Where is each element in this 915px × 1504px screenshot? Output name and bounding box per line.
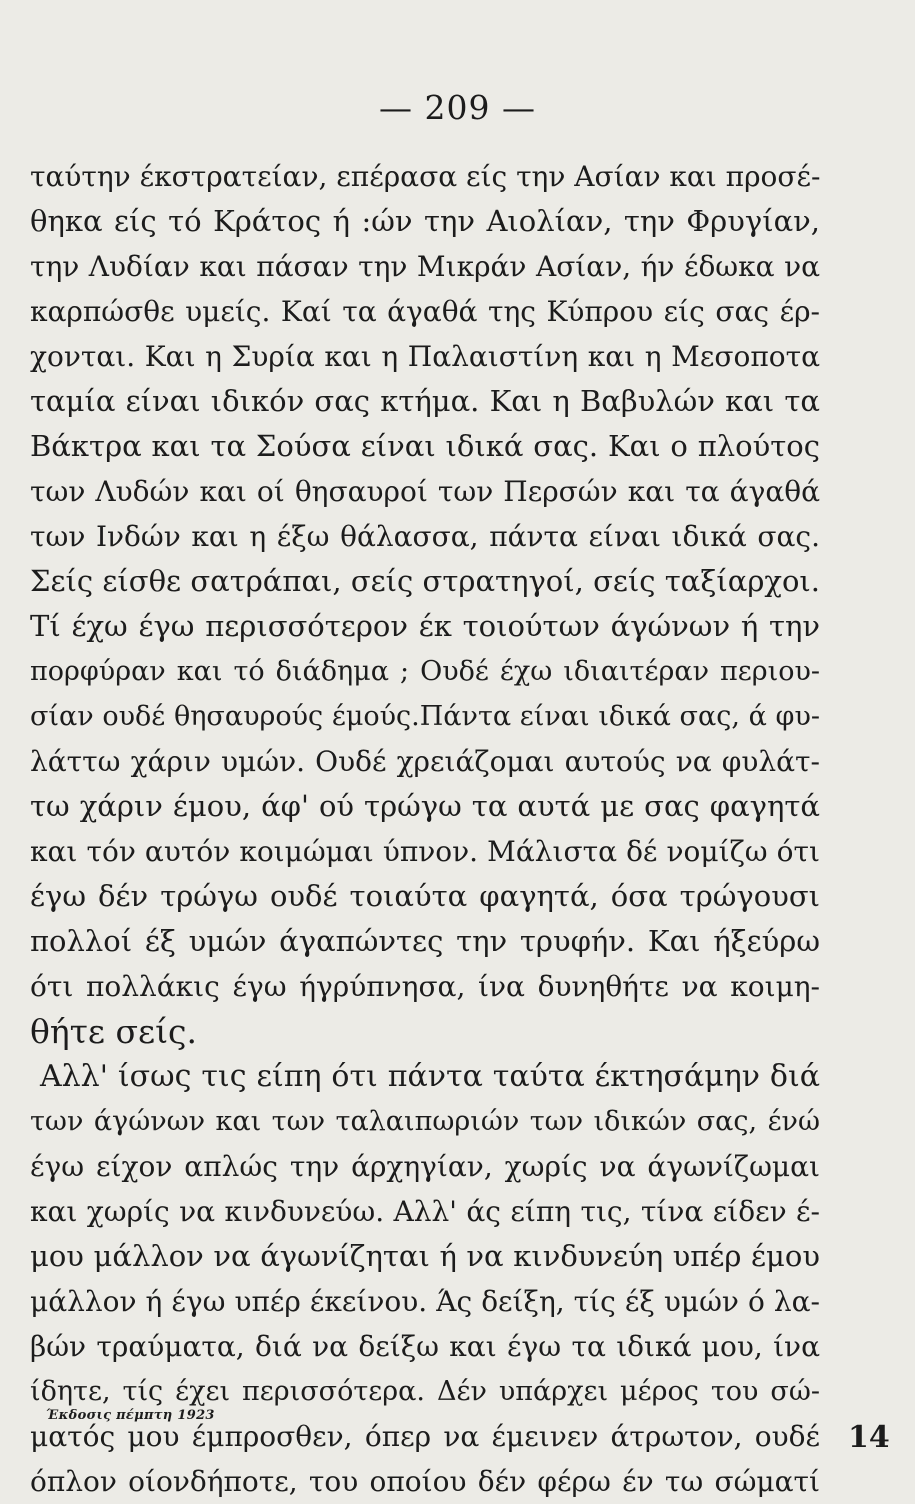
signature-mark: 14 [848,1420,890,1455]
text-line: μου μάλλον να άγωνίζηται ή να κινδυνεύη υπέρ έμου [30,1239,820,1273]
text-line: όπλον οίονδήποτε, του οποίου δέν φέρω έν τω σώματί [30,1465,820,1498]
page-number: — 209 — [379,88,536,127]
text-line: την Λυδίαν και πάσαν την Μικράν Ασίαν, ήν έδωκα να [30,250,820,283]
text-line: καρπώσθε υμείς. Καί τα άγαθά της Κύπρου είς σας έρ- [30,295,820,328]
text-line: πορφύραν και τό διάδημα ; Ουδέ έχω ιδιαιτέραν περιου- [30,656,820,687]
text-line: ματός μου έμπροσθεν, όπερ να έμεινεν άτρωτον, ουδέ [30,1420,820,1453]
edition-note: Έκδοσις πέμπτη 1923 [46,1408,215,1423]
text-line: Αλλ' ίσως τις είπη ότι πάντα ταύτα έκτησάμην διά [40,1059,820,1094]
text-line: χονται. Και η Συρία και η Παλαιστίνη και η Μεσοποτα [30,340,820,373]
text-line: λάττω χάριν υμών. Ουδέ χρειάζομαι αυτούς να φυλάτ- [30,745,820,778]
text-line: έγω δέν τρώγω ουδέ τοιαύτα φαγητά, όσα τρώγουσι [30,879,820,913]
text-line: μάλλον ή έγω υπέρ έκείνου. Άς δείξη, τίς έξ υμών ό λα- [30,1285,820,1318]
text-line-paragraph-end: θήτε σείς. [30,1012,198,1051]
text-line: έγω είχον απλώς την άρχηγίαν, χωρίς να άγωνίζωμαι [30,1150,820,1183]
text-line: των άγώνων και των ταλαιπωριών των ιδικών σας, ένώ [30,1106,820,1137]
text-line: Σείς είσθε σατράπαι, σείς στρατηγοί, σείς ταξίαρχοι. [30,564,820,598]
page-body [30,154,820,1504]
text-line: βών τραύματα, διά να δείξω και έγω τα ιδικά μου, ίνα [30,1330,820,1363]
text-line: και χωρίς να κινδυνεύω. Αλλ' άς είπη τις, τίνα είδεν έ- [30,1195,820,1228]
text-line: των Λυδών και οί θησαυροί των Περσών και τα άγαθά [30,475,820,508]
text-line: τω χάριν έμου, άφ' ού τρώγω τα αυτά με σας φαγητά [30,789,820,823]
text-line: ίδητε, τίς έχει περισσότερα. Δέν υπάρχει μέρος του σώ- [30,1376,820,1407]
text-line: πολλοί έξ υμών άγαπώντες την τρυφήν. Και ήξεύρω [30,924,820,958]
text-line: ότι πολλάκις έγω ήγρύπνησα, ίνα δυνηθήτε να κοιμη- [30,970,820,1003]
text-line: Βάκτρα και τα Σούσα είναι ιδικά σας. Και ο πλούτος [30,429,820,463]
text-line: ταύτην έκστρατείαν, επέρασα είς την Ασίαν και προσέ- [30,160,821,193]
text-line: και τόν αυτόν κοιμώμαι ύπνον. Μάλιστα δέ νομίζω ότι [30,835,820,868]
text-line: των Ινδών και η έξω θάλασσα, πάντα είναι ιδικά σας. [30,520,820,553]
text-line: Τί έχω έγω περισσότερον έκ τοιούτων άγώνων ή την [30,609,820,643]
text-line: θηκα είς τό Κράτος ή :ών την Αιολίαν, την Φρυγίαν, [30,204,820,238]
text-line: σίαν ουδέ θησαυρούς έμούς.Πάντα είναι ιδικά σας, ά φυ- [30,701,820,732]
text-line: ταμία είναι ιδικόν σας κτήμα. Και η Βαβυλών και τα [30,384,820,418]
